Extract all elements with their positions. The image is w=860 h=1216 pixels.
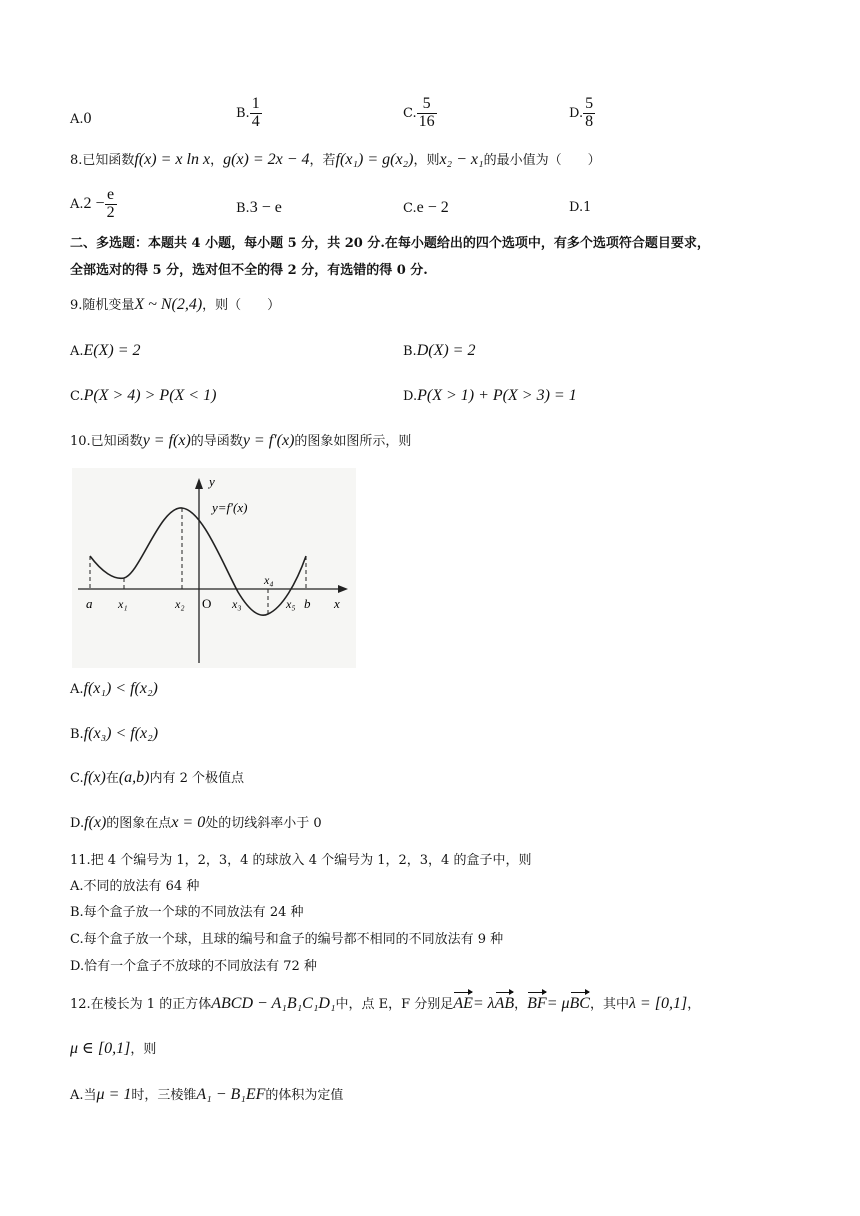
q11-option-c: C.每个盒子放一个球，且球的编号和盒子的编号都不相同的不同放法有 9 种 — [70, 932, 504, 947]
q10-stem: 10.已知函数y = f(x)的导函数y = f′(x)的图象如图所示，则 — [70, 432, 412, 449]
curve-label: y=f′(x) — [212, 500, 248, 515]
vector-bf: BF — [527, 995, 547, 1012]
fraction: $\frac{e}{2}$ — [106, 186, 115, 221]
q9-option-b: B.D(X) = 2 — [403, 342, 476, 359]
q9-option-c: C.P(X > 4) > P(X < 1) — [70, 387, 217, 404]
tick-label-x3: x₃ — [232, 597, 242, 611]
q7-option-a: A.0 — [70, 110, 92, 127]
y-axis-label: y — [209, 474, 215, 489]
tick-label-a: a — [86, 596, 93, 611]
q12-stem-line2: μ ∈ [0,1]，则 — [70, 1040, 157, 1057]
tick-label-x4: x₄ — [264, 573, 274, 587]
tick-label-b: b — [304, 596, 311, 611]
q10-option-b: B.f(x₃) < f(x₂) — [70, 725, 159, 742]
tick-label-x5: x₅ — [286, 597, 296, 611]
q7-option-c: C. $\frac{5}{16}$ — [403, 95, 435, 130]
q10-option-d: D.f(x)的图象在点x = 0处的切线斜率小于 0 — [70, 814, 322, 831]
vector-ae: AE — [453, 995, 473, 1012]
fraction: $\frac{5}{16}$ — [418, 95, 435, 130]
q8-stem: 8.已知函数f(x) = x ln x，g(x) = 2x − 4，若f(x₁) = g(x₂)，则x₂ − x₁的最小值为（ ） — [70, 151, 601, 168]
q12-option-a: A.当μ = 1时，三棱锥A₁ − B₁EF的体积为定值 — [70, 1086, 344, 1103]
section-heading-line1: 二、多选题：本题共 4 小题，每小题 5 分，共 20 分.在每小题给出的四个选项中，有多个选项符合题目要求， — [70, 236, 710, 251]
graph-background — [72, 468, 356, 668]
fraction: $\frac{5}{8}$ — [585, 95, 594, 130]
x-axis-label: x — [334, 596, 340, 611]
tick-label-x1: x₁ — [118, 597, 128, 611]
vector-bc: BC — [569, 995, 590, 1012]
origin-label: O — [202, 596, 212, 611]
section-heading-line2: 全部选对的得 5 分，选对但不全的得 2 分，有选错的得 0 分. — [70, 263, 428, 278]
q11-option-b: B.每个盒子放一个球的不同放法有 24 种 — [70, 905, 304, 920]
q9-stem: 9.随机变量X ~ N(2,4)，则（ ） — [70, 296, 281, 313]
q8-option-a: A.2 − $\frac{e}{2}$ — [70, 186, 115, 221]
q8-option-c: C.e − 2 — [403, 199, 449, 216]
tick-label-x2: x₂ — [175, 597, 185, 611]
q7-option-b: B. $\frac{1}{4}$ — [236, 95, 260, 130]
q7-option-d: D. $\frac{5}{8}$ — [569, 95, 594, 130]
q8-option-b: B.3 − e — [236, 199, 282, 216]
q10-option-c: C.f(x)在(a,b)内有 2 个极值点 — [70, 769, 245, 786]
q10-option-a: A.f(x₁) < f(x₂) — [70, 680, 158, 697]
derivative-graph — [72, 468, 356, 668]
fraction: $\frac{1}{4}$ — [251, 95, 260, 130]
q9-option-d: D.P(X > 1) + P(X > 3) = 1 — [403, 387, 577, 404]
q8-option-d: D.1 — [569, 200, 592, 215]
q11-option-d: D.恰有一个盒子不放球的不同放法有 72 种 — [70, 959, 317, 974]
vector-ab: AB — [494, 995, 515, 1012]
q9-option-a: A.E(X) = 2 — [70, 342, 141, 359]
q11-stem: 11.把 4 个编号为 1，2，3，4 的球放入 4 个编号为 1，2，3，4 的盒子中，则 — [70, 853, 532, 868]
q12-stem-line1: 12.在棱长为 1 的正方体ABCD − A₁B₁C₁D₁中，点 E，F 分别足AE= λAB，BF= μBC，其中λ = [0,1]， — [70, 995, 701, 1012]
q11-option-a: A.不同的放法有 64 种 — [70, 879, 200, 894]
